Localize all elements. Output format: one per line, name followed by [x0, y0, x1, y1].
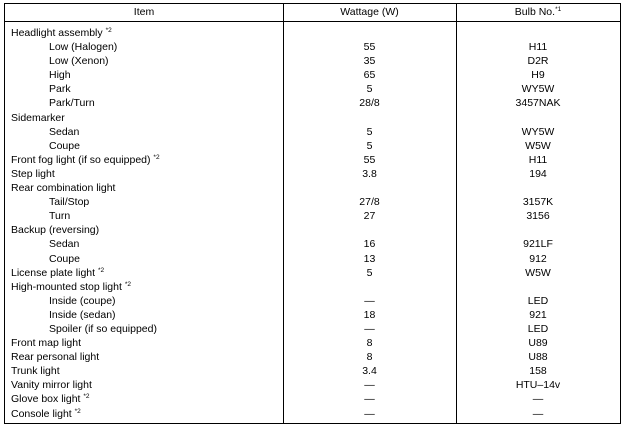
wattage-cell: 5 [366, 125, 373, 138]
item-label: Spoiler (if so equipped) [49, 322, 157, 335]
bulb-cell: H11 [528, 153, 548, 166]
bulb-cell: — [532, 407, 544, 420]
item-label: High-mounted stop light [11, 280, 122, 293]
wattage-cell: 5 [366, 266, 373, 279]
item-label: Low (Halogen) [49, 41, 118, 54]
item-footnote: *2 [97, 266, 105, 274]
header-bulb-footnote: *1 [555, 6, 562, 13]
item-cell [49, 209, 70, 223]
table-row [5, 125, 620, 139]
wattage-cell: — [364, 393, 375, 406]
wattage-cell: 55 [363, 153, 376, 166]
header-item-label: Item [133, 6, 155, 18]
table-row [5, 280, 620, 294]
item-cell [11, 167, 55, 181]
wattage-cell: 55 [363, 41, 376, 54]
item-cell [49, 237, 79, 251]
item-cell [11, 153, 160, 167]
item-label: Backup (reversing) [11, 224, 100, 237]
wattage-cell: 65 [363, 69, 376, 82]
item-label: Rear personal light [11, 351, 100, 364]
bulb-table [4, 3, 621, 424]
header-wattage-label: Wattage (W) [340, 6, 399, 18]
table-row [5, 40, 620, 54]
item-footnote: *2 [83, 393, 90, 401]
bulb-cell: 158 [529, 365, 547, 378]
item-cell [49, 68, 71, 82]
bulb-cell: H11 [528, 41, 548, 54]
table-row [5, 392, 620, 406]
wattage-cell: 5 [366, 83, 373, 96]
item-cell [49, 125, 79, 139]
wattage-cell: 8 [366, 351, 373, 364]
item-cell [49, 195, 89, 209]
wattage-cell: 13 [363, 252, 376, 265]
table-row [5, 223, 620, 237]
table-row [5, 378, 620, 392]
item-label: Turn [49, 210, 71, 223]
item-cell [49, 82, 71, 96]
table-row [5, 54, 620, 68]
item-label: Vanity mirror light [11, 379, 92, 392]
bulb-cell: D2R [527, 55, 549, 68]
wattage-cell: 3.8 [362, 167, 377, 180]
wattage-cell: 18 [363, 308, 376, 321]
table-header [5, 4, 620, 22]
table-body [5, 26, 620, 421]
item-cell [11, 336, 81, 350]
item-cell [49, 294, 116, 308]
bulb-cell: 921 [529, 308, 547, 321]
bulb-cell: LED [527, 294, 549, 307]
item-footnote: *2 [153, 153, 160, 161]
table-row [5, 350, 620, 364]
wattage-cell: 8 [366, 337, 373, 350]
item-label: Sedan [49, 125, 80, 138]
table-row [5, 153, 620, 167]
table-row [5, 252, 620, 266]
item-cell [11, 378, 92, 392]
item-label: Coupe [49, 252, 80, 265]
item-label: Inside (coupe) [49, 294, 116, 307]
item-label: Console light [11, 407, 72, 420]
wattage-cell: — [364, 294, 375, 307]
item-label: License plate light [11, 266, 96, 279]
wattage-cell: — [364, 407, 375, 420]
header-bulb-label: Bulb No. [514, 6, 556, 18]
item-footnote: *2 [124, 280, 131, 288]
header-item [5, 6, 283, 18]
bulb-cell: 3457NAK [515, 97, 561, 110]
table-row [5, 139, 620, 153]
bulb-cell: WY5W [521, 125, 555, 138]
table-row [5, 322, 620, 336]
item-footnote: *2 [105, 27, 112, 34]
table-row [5, 308, 620, 322]
bulb-cell: U88 [528, 351, 548, 364]
bulb-cell: U89 [528, 337, 548, 350]
table-row [5, 26, 620, 40]
item-cell [11, 364, 60, 378]
item-cell [11, 111, 65, 125]
item-cell [11, 280, 131, 294]
item-cell [49, 40, 117, 54]
wattage-cell: 28/8 [359, 97, 380, 110]
item-cell [11, 392, 90, 406]
wattage-cell: 27/8 [359, 196, 380, 209]
item-cell [11, 223, 99, 237]
bulb-cell: — [532, 393, 544, 406]
table-row [5, 294, 620, 308]
item-label: Low (Xenon) [49, 55, 109, 68]
item-cell [49, 252, 80, 266]
table-row [5, 82, 620, 96]
item-label: Inside (sedan) [49, 308, 116, 321]
header-wattage [283, 6, 456, 18]
item-label: Trunk light [11, 365, 60, 378]
bulb-cell: 194 [529, 167, 547, 180]
table-row [5, 111, 620, 125]
item-label: Glove box light [11, 393, 81, 406]
table-row [5, 96, 620, 110]
item-cell [49, 139, 80, 153]
table-row [5, 364, 620, 378]
bulb-cell: LED [527, 322, 549, 335]
wattage-cell: 5 [366, 139, 373, 152]
table-row [5, 167, 620, 181]
table-row [5, 68, 620, 82]
table-row [5, 336, 620, 350]
item-label: Coupe [49, 139, 80, 152]
item-cell [11, 181, 115, 195]
item-label: Front map light [11, 337, 82, 350]
wattage-cell: — [364, 379, 375, 392]
item-label: Step light [11, 167, 55, 180]
wattage-cell: 3.4 [362, 365, 377, 378]
item-label: Park [49, 83, 71, 96]
item-label: High [49, 69, 71, 82]
wattage-cell: 35 [363, 55, 376, 68]
bulb-cell: 3156 [526, 210, 550, 223]
wattage-cell: — [364, 322, 375, 335]
table-row [5, 237, 620, 251]
table-row [5, 407, 620, 421]
item-cell [11, 26, 112, 40]
item-cell [11, 407, 81, 421]
item-cell [11, 350, 99, 364]
bulb-cell: W5W [525, 266, 551, 279]
bulb-cell: 921LF [523, 238, 553, 251]
wattage-cell: 16 [363, 238, 376, 251]
bulb-cell: HTU–14v [515, 379, 561, 392]
item-cell [49, 54, 109, 68]
wattage-cell: 27 [363, 210, 376, 223]
item-label: Sedan [49, 238, 80, 251]
item-cell [49, 96, 95, 110]
header-bulb [456, 6, 620, 18]
item-cell [49, 308, 116, 322]
item-label: Sidemarker [11, 111, 65, 124]
bulb-cell: 3157K [522, 196, 554, 209]
item-label: Front fog light (if so equipped) [11, 153, 151, 166]
item-label: Rear combination light [11, 182, 116, 195]
bulb-cell: 912 [529, 252, 547, 265]
table-row [5, 181, 620, 195]
item-label: Tail/Stop [49, 196, 90, 209]
item-cell [11, 266, 104, 280]
bulb-cell: W5W [525, 139, 551, 152]
item-cell [49, 322, 157, 336]
table-row [5, 209, 620, 223]
bulb-cell: WY5W [521, 83, 555, 96]
item-label: Headlight assembly [11, 27, 103, 39]
table-row [5, 266, 620, 280]
bulb-cell: H9 [531, 69, 545, 82]
item-footnote: *2 [74, 407, 81, 415]
item-label: Park/Turn [49, 97, 95, 110]
table-row [5, 195, 620, 209]
